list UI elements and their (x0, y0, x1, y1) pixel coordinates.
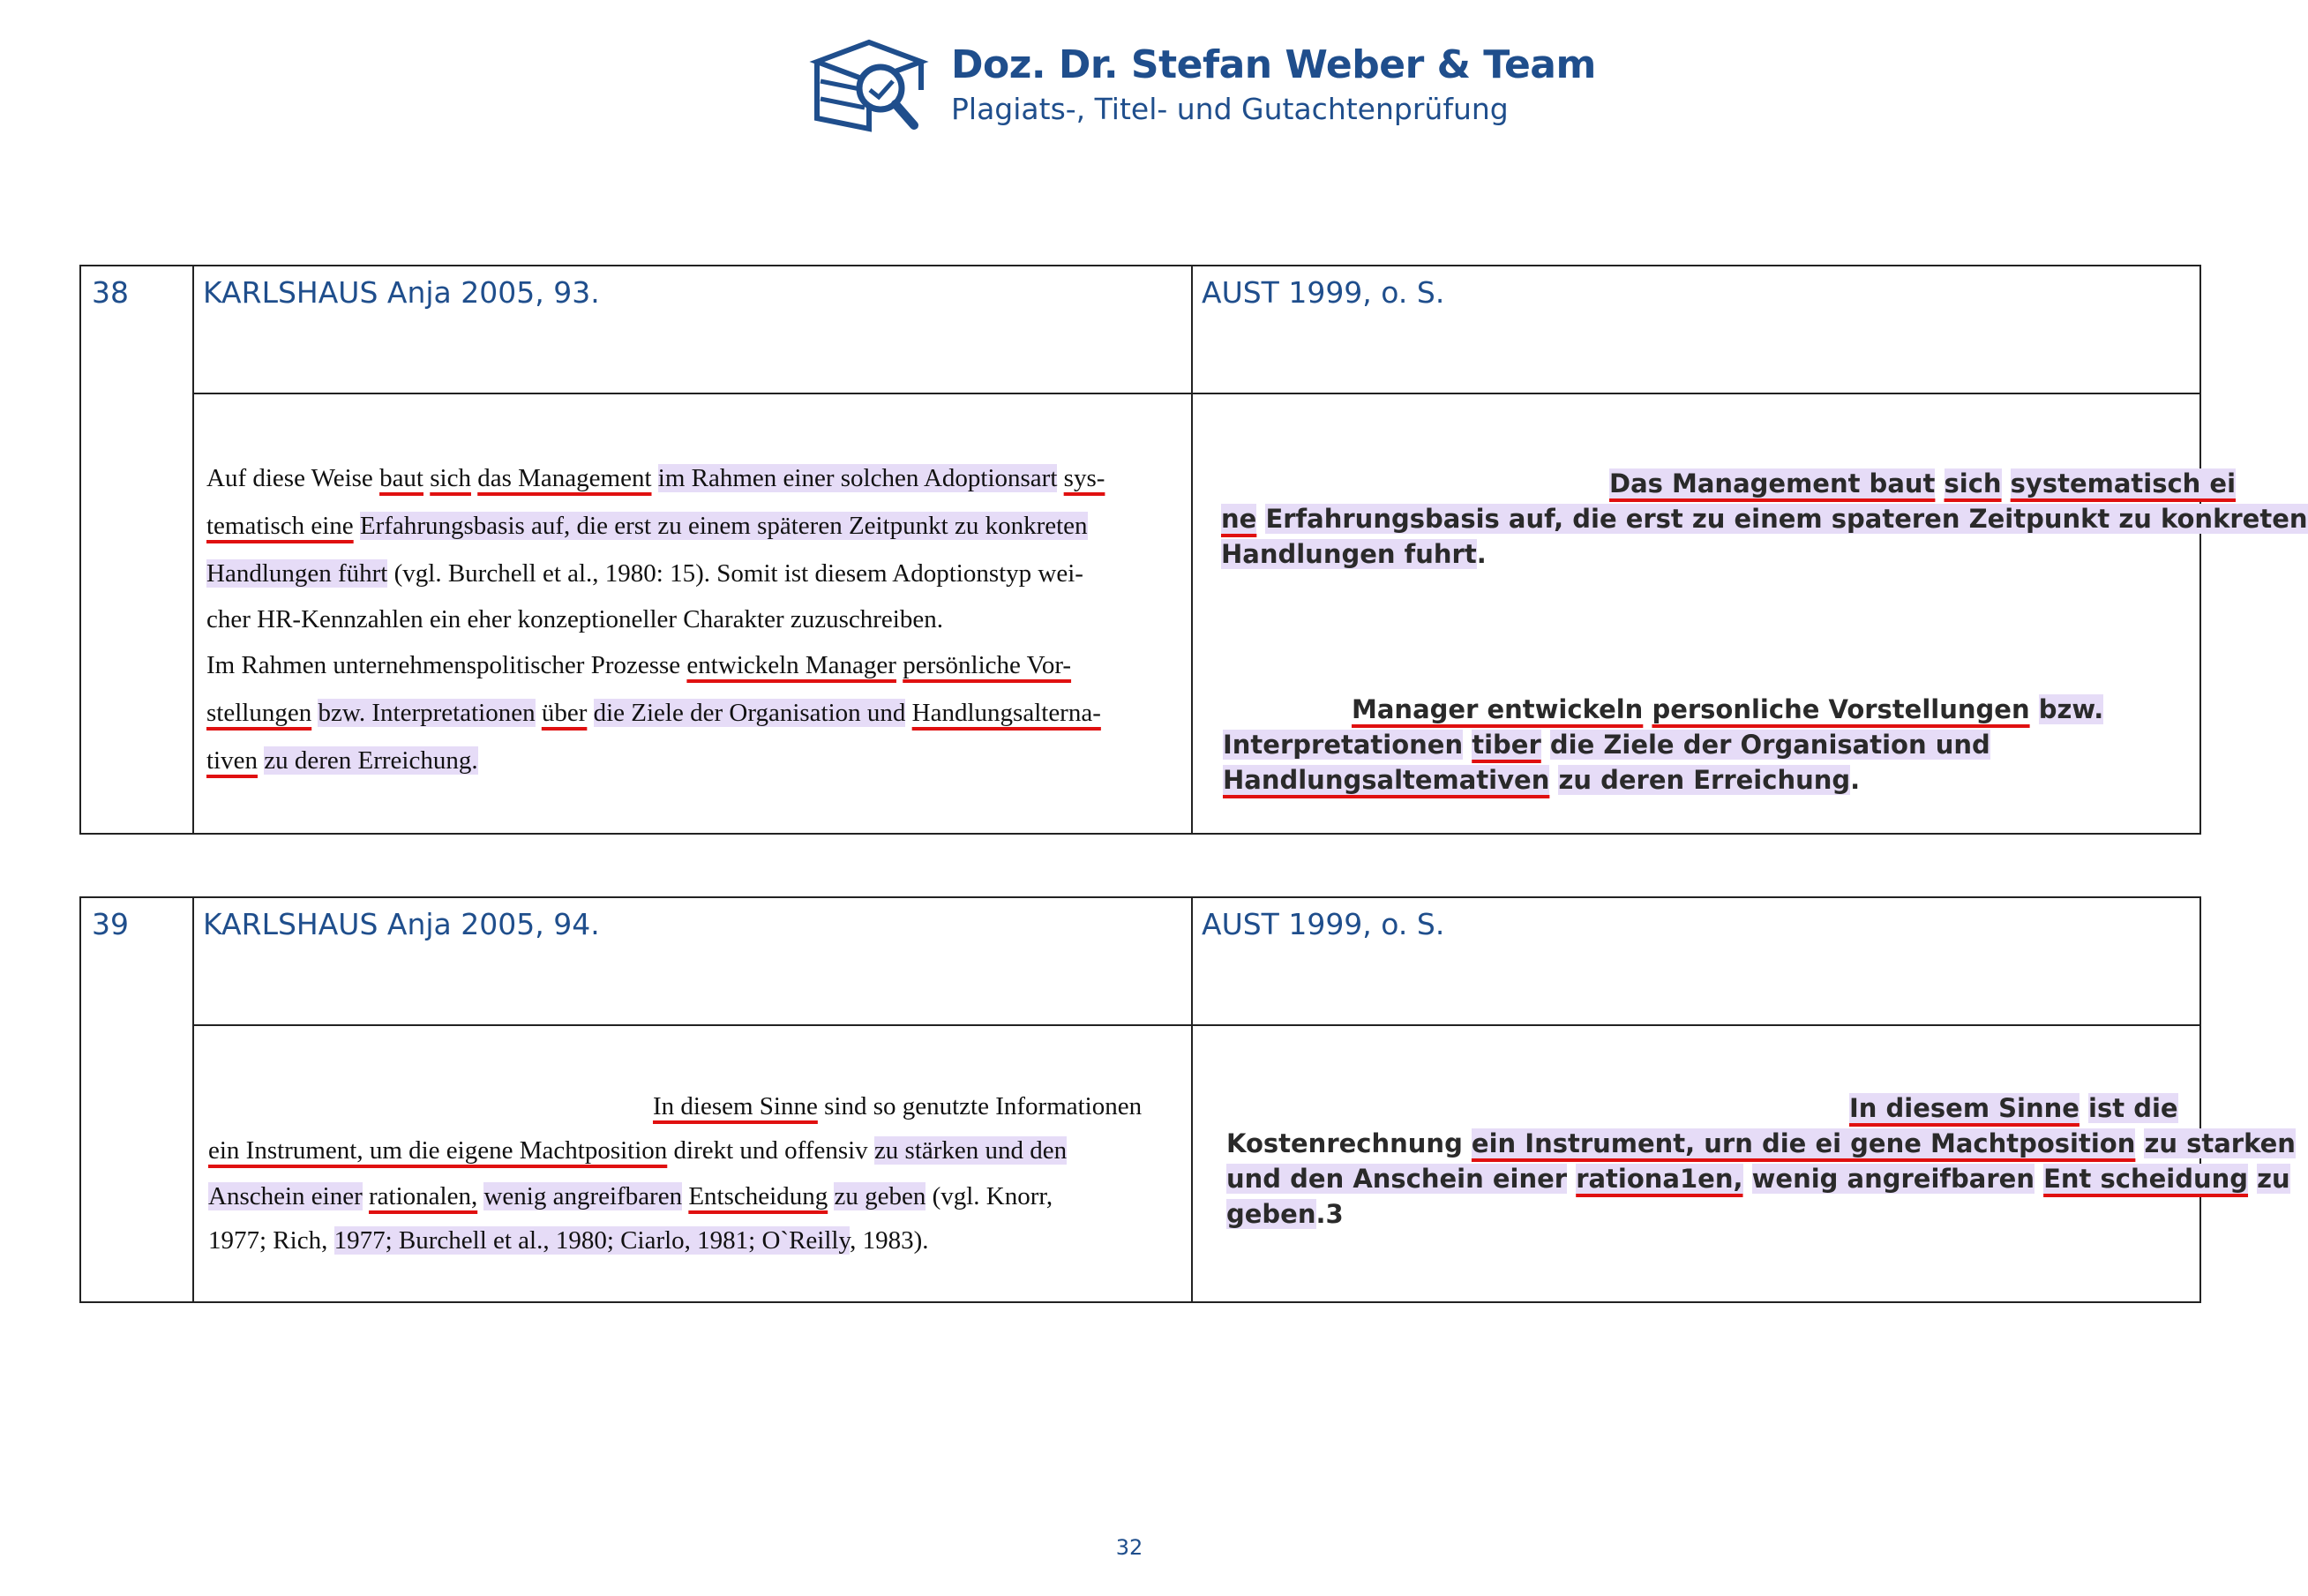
scan-line: Anschein einer rationalen, wenig angreifbaren Entscheidung zu geben (vgl. Knorr, (208, 1182, 1053, 1210)
scan-line: stellungen bzw. Interpretationen über die Ziele der Organisation und Handlungsalterna- (206, 699, 1101, 727)
page-header (812, 34, 1596, 139)
scan-line: In diesem Sinne ist die (1849, 1093, 2178, 1123)
entry-number: 38 (81, 266, 194, 833)
right-source-excerpt (1193, 394, 2308, 833)
scan-line: cher HR-Kennzahlen ein eher konzeptioneller Charakter zuzuschreiben. (206, 605, 943, 633)
left-source-excerpt (194, 394, 1193, 833)
left-source-excerpt (194, 1026, 1193, 1301)
left-source-title: KARLSHAUS Anja 2005, 93. (194, 266, 1193, 394)
right-source-title: AUST 1999, o. S. (1193, 898, 2199, 1026)
logo-icon (812, 37, 926, 134)
scan-line: und den Anschein einer rationa1en, wenig angreifbaren Ent scheidung zu (1226, 1164, 2290, 1194)
scan-line: ne Erfahrungsbasis auf, die erst zu einem spateren Zeitpunkt zu konkreten (1221, 504, 2308, 534)
scan-line: Manager entwickeln personliche Vorstellungen bzw. (1352, 694, 2104, 724)
scan-line: Interpretationen tiber die Ziele der Organisation und (1223, 730, 1990, 760)
left-source-title: KARLSHAUS Anja 2005, 94. (194, 898, 1193, 1026)
scan-line: 1977; Rich, 1977; Burchell et al., 1980; Ciarlo, 1981; O`Reilly, 1983). (208, 1226, 929, 1255)
right-source-title: AUST 1999, o. S. (1193, 266, 2199, 394)
scan-line: tematisch eine Erfahrungsbasis auf, die erst zu einem späteren Zeitpunkt zu konkreten (206, 512, 1088, 540)
scan-line: Auf diese Weise baut sich das Management im Rahmen einer solchen Adoptionsart sys- (206, 464, 1105, 492)
comparison-table-38 (79, 265, 2308, 835)
scan-line: tiven zu deren Erreichung. (206, 746, 478, 775)
scan-line: Das Management baut sich systematisch ei (1609, 468, 2237, 498)
scan-line: Handlungsaltemativen zu deren Erreichung. (1223, 765, 1861, 795)
scan-line: geben.3 (1226, 1199, 1344, 1229)
right-source-excerpt (1193, 1026, 2296, 1301)
scan-line: ein Instrument, um die eigene Machtposition direkt und offensiv zu stärken und den (208, 1136, 1068, 1165)
page-number: 32 (1115, 1535, 1143, 1560)
scan-line: Kostenrechnung ein Instrument, urn die ei gene Machtposition zu starken (1226, 1128, 2296, 1158)
scan-line: Im Rahmen unternehmenspolitischer Prozesse entwickeln Manager persönliche Vor- (206, 651, 1072, 679)
brand-subtitle: Plagiats-, Titel- und Gutachtenprüfung (951, 92, 1509, 126)
scan-line: Handlungen führt (vgl. Burchell et al., 1980: 15). Somit ist diesem Adoptionstyp wei- (206, 559, 1083, 588)
scan-line: In diesem Sinne sind so genutzte Informationen (653, 1092, 1143, 1120)
brand-name: Doz. Dr. Stefan Weber & Team (951, 42, 1596, 87)
entry-number: 39 (81, 898, 194, 1301)
scan-line: Handlungen fuhrt. (1221, 539, 1487, 569)
comparison-table-39 (79, 896, 2296, 1303)
